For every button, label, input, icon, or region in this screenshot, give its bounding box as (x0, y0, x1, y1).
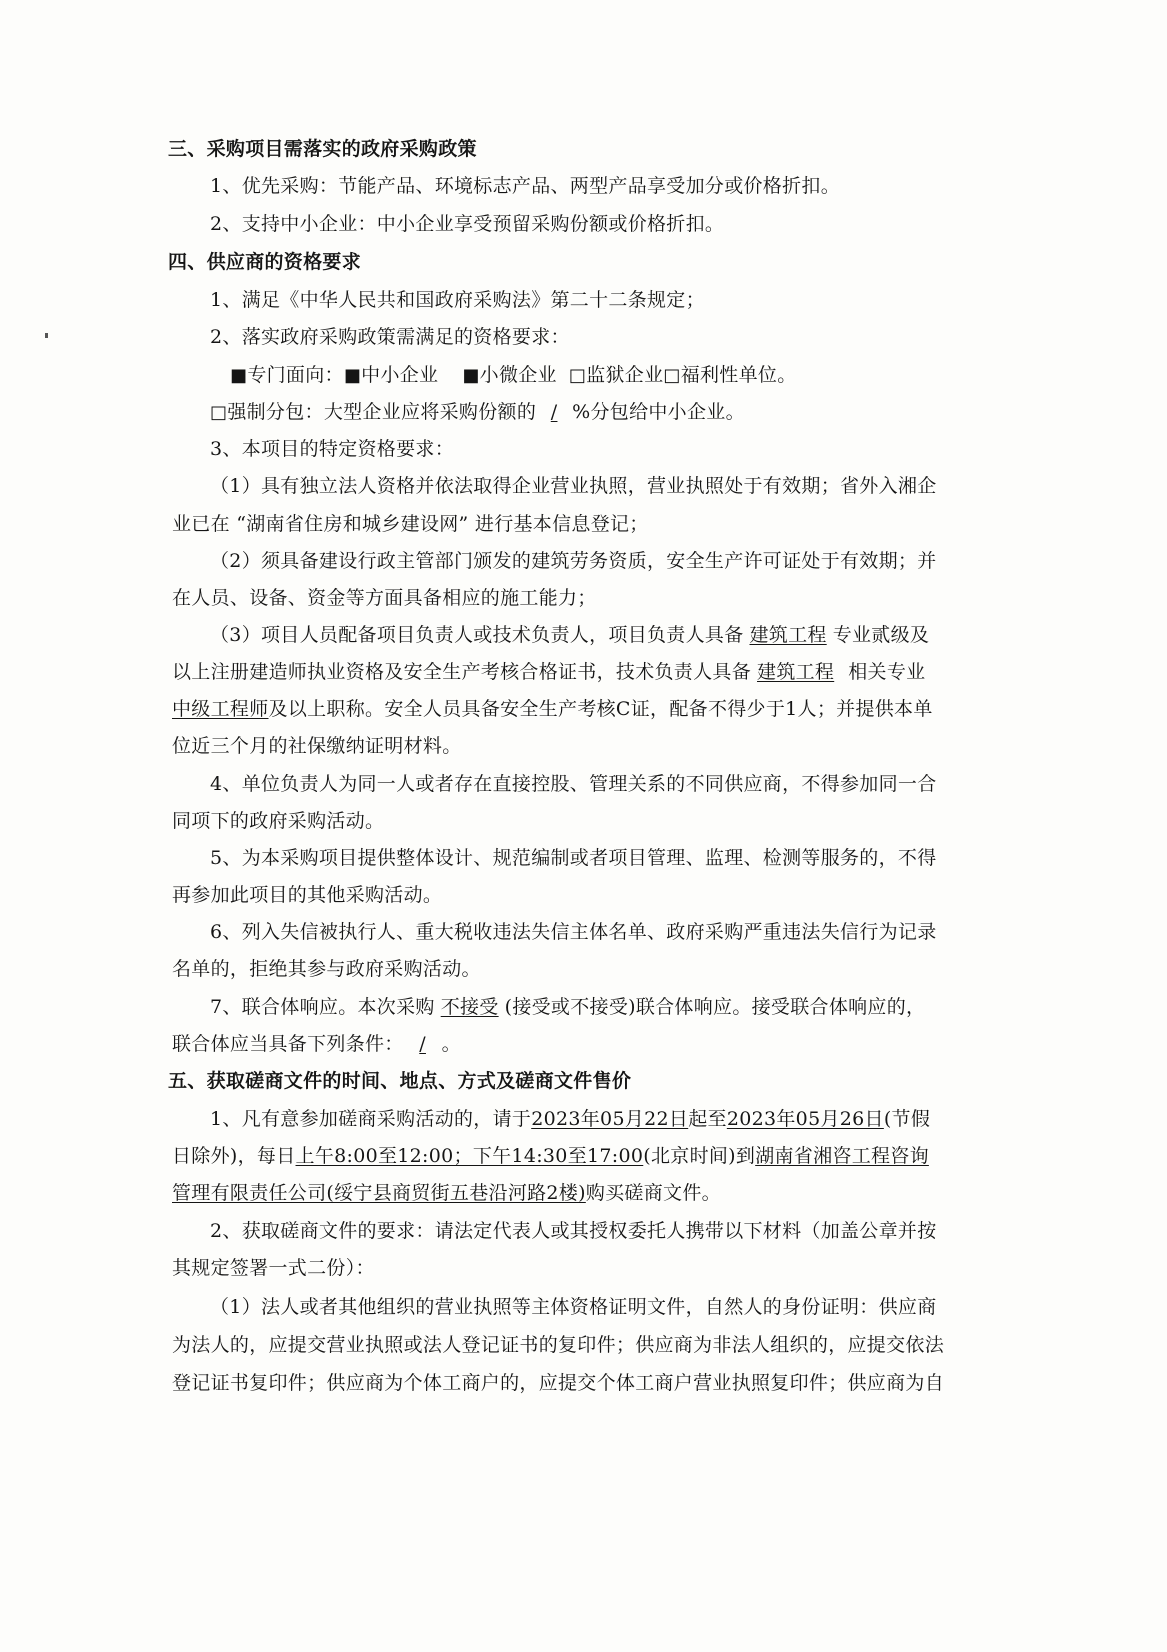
acquire-text: 日除外)，每日 (172, 1145, 296, 1167)
consortium-text: 联合体应当具备下列条件： (172, 1033, 404, 1055)
subcontract-text-a: 强制分包：大型企业应将采购份额的 (227, 401, 537, 423)
qualification-1: 1、满足《中华人民共和国政府采购法》第二十二条规定； (210, 289, 705, 311)
acquire-3-line-2: 为法人的，应提交营业执照或法人登记证书的复印件；供应商为非法人组织的，应提交依法 (172, 1334, 945, 1356)
prison-checkbox: □ (568, 365, 587, 386)
qualification-6-line-2: 名单的，拒绝其参与政府采购活动。 (172, 958, 481, 980)
qualification-3: 3、本项目的特定资格要求： (210, 438, 454, 460)
prison-label: 监狱企业 (586, 364, 664, 386)
req-2-line-2: 在人员、设备、资金等方面具备相应的施工能力； (172, 587, 597, 609)
subcontract-checkbox: □ (210, 402, 228, 423)
acquire-1-line-3 (172, 1180, 721, 1206)
welfare-checkbox: □ (663, 365, 681, 386)
agency-address: 管理有限责任公司(绥宁县商贸街五巷沿河路2楼) (172, 1182, 586, 1204)
project-lead-discipline: 建筑工程 (749, 624, 827, 646)
dedicated-label: 专门面向： (247, 364, 344, 386)
req-3-text: 专业贰级及 (832, 624, 930, 646)
policy-item-2: 2、支持中小企业：中小企业享受预留采购份额或价格折扣。 (210, 213, 725, 235)
req-3-text: （3）项目人员配备项目负责人或技术负责人，项目负责人具备 (210, 624, 744, 646)
qualification-5-line-2: 再参加此项目的其他采购活动。 (172, 884, 443, 906)
req-3-text: 以上注册建造师执业资格及安全生产考核合格证书，技术负责人具备 (172, 661, 752, 683)
qualification-2: 2、落实政府采购政策需满足的资格要求： (210, 326, 570, 348)
daily-hours: 上午8:00至12:00；下午14:30至17:00 (295, 1145, 644, 1167)
end-date: 2023年05月26日 (726, 1108, 884, 1130)
req-2-line-1: （2）须具备建设行政主管部门颁发的建筑劳务资质，安全生产许可证处于有效期；并 (210, 550, 937, 572)
req-1-line-2: 业已在 “湖南省住房和城乡建设网” 进行基本信息登记； (172, 513, 649, 535)
qualification-5-line-1: 5、为本采购项目提供整体设计、规范编制或者项目管理、监理、检测等服务的，不得 (210, 847, 937, 869)
acquire-text: (节假 (883, 1108, 931, 1130)
consortium-text: 。 (441, 1033, 461, 1055)
acquire-2-line-1: 2、获取磋商文件的要求：请法定代表人或其授权委托人携带以下材料（加盖公章并按 (210, 1220, 937, 1242)
dedicated-checkbox: ■ (230, 365, 248, 386)
scan-mark (45, 333, 48, 338)
acquire-2-line-2: 其规定签署一式二份）： (172, 1257, 375, 1279)
consortium-text: 7、联合体响应。本次采购 (210, 996, 435, 1018)
section-5-title: 五、获取磋商文件的时间、地点、方式及磋商文件售价 (168, 1070, 632, 1092)
start-date: 2023年05月22日 (531, 1108, 689, 1130)
tech-lead-discipline: 建筑工程 (757, 661, 835, 683)
acquire-1-line-1 (210, 1106, 930, 1132)
tech-lead-title: 中级工程师 (172, 698, 269, 720)
acquire-1-line-2 (172, 1143, 929, 1169)
consortium-text: (接受或不接受)联合体响应。接受联合体响应的， (504, 996, 926, 1018)
subcontract-text-b: %分包给中小企业。 (572, 401, 745, 423)
agency-name: 湖南省湘咨工程咨询 (755, 1145, 929, 1167)
req-3-line-4: 位近三个月的社保缴纳证明材料。 (172, 735, 462, 757)
subcontract-blank: / (550, 401, 558, 423)
acquire-text: 购买磋商文件。 (585, 1182, 721, 1204)
acquire-3-line-3: 登记证书复印件；供应商为个体工商户的，应提交个体工商户营业执照复印件；供应商为自 (172, 1372, 945, 1394)
acquire-3-line-1: （1）法人或者其他组织的营业执照等主体资格证明文件，自然人的身份证明：供应商 (210, 1296, 937, 1318)
req-3-text: 及以上职称。安全人员具备安全生产考核C证，配备不得少于1人；并提供本单 (268, 698, 933, 720)
req-1-line-1: （1）具有独立法人资格并依法取得企业营业执照，营业执照处于有效期；省外入湘企 (210, 475, 937, 497)
req-3-line-1 (210, 622, 929, 648)
consortium-conditions: / (419, 1033, 426, 1055)
sme-checkbox: ■ (343, 365, 362, 386)
section-4-title: 四、供应商的资格要求 (168, 251, 362, 273)
micro-checkbox: ■ (462, 365, 480, 386)
acquire-text: 1、凡有意参加磋商采购活动的，请于 (210, 1108, 532, 1130)
section-3-title: 三、采购项目需落实的政府采购政策 (168, 138, 477, 160)
qualification-6-line-1: 6、列入失信被执行人、重大税收违法失信主体名单、政府采购严重违法失信行为记录 (210, 921, 937, 943)
qualification-4-line-2: 同项下的政府采购活动。 (172, 810, 385, 832)
req-3-text: 相关专业 (848, 661, 926, 683)
micro-label: 小微企业 (479, 364, 557, 386)
subcontract-line (210, 399, 745, 426)
acquire-text: (北京时间)到 (643, 1145, 756, 1167)
target-options (230, 362, 797, 389)
welfare-label: 福利性单位。 (680, 364, 797, 386)
sme-label: 中小企业 (361, 364, 439, 386)
policy-item-1: 1、优先采购：节能产品、环境标志产品、两型产品享受加分或价格折扣。 (210, 175, 840, 197)
req-3-line-3 (172, 696, 933, 722)
qualification-7-line-1 (210, 994, 925, 1020)
consortium-choice: 不接受 (440, 996, 499, 1018)
qualification-4-line-1: 4、单位负责人为同一人或者存在直接控股、管理关系的不同供应商，不得参加同一合 (210, 773, 937, 795)
acquire-text: 起至 (688, 1108, 727, 1130)
req-3-line-2 (172, 659, 925, 685)
qualification-7-line-2 (172, 1031, 461, 1057)
